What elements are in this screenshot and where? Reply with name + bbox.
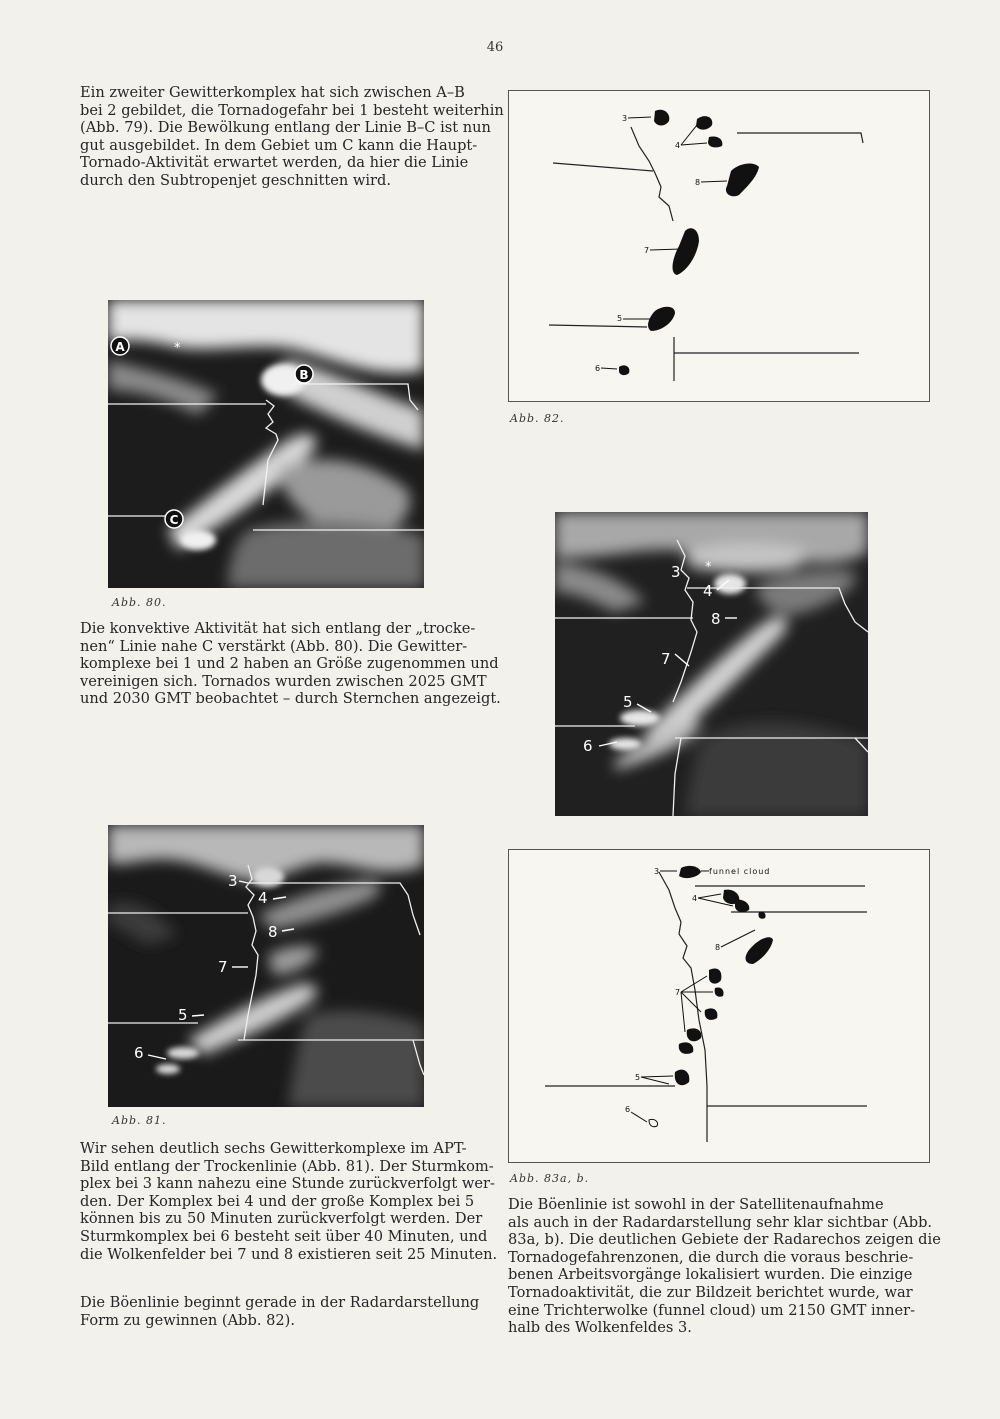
label-7: 7 (661, 650, 671, 668)
text-line: benen Arbeitsvorgänge lokalisiert wurden. Die einzige (508, 1266, 913, 1284)
paragraph-5 (508, 1196, 941, 1337)
label-C-text: C (169, 513, 179, 527)
text-line: Die konvektive Aktivität hat sich entlang der „trocke- (80, 620, 476, 637)
satellite-image-abb81-drawing (108, 825, 424, 1107)
satellite-image-abb81 (108, 825, 424, 1107)
label-7: 7 (644, 246, 650, 255)
radar-diagram-abb83b-drawing (509, 850, 929, 1162)
label-A (111, 337, 129, 355)
text-line: Wir sehen deutlich sechs Gewitterkomplexe im APT- (80, 1140, 467, 1157)
label-5: 5 (623, 693, 633, 711)
label-6: 6 (134, 1044, 144, 1062)
tornado-star: * (705, 560, 712, 575)
label-3: 3 (228, 872, 238, 890)
label-8: 8 (711, 610, 721, 628)
caption-abb80: Abb. 80. (112, 596, 167, 609)
text-line: vereinigen sich. Tornados wurden zwischen 2025 GMT (80, 672, 487, 690)
radar-diagram-abb82 (508, 90, 930, 402)
text-line: Ein zweiter Gewitterkomplex hat sich zwischen A–B (80, 84, 465, 101)
text-line: Tornadogefahrenzonen, die durch die voraus beschrie- (508, 1248, 914, 1266)
text-line: komplexe bei 1 und 2 haben an Größe zugenommen und (80, 655, 499, 673)
caption-abb81: Abb. 81. (112, 1114, 167, 1127)
text-line: Tornadoaktivität, die zur Bildzeit berichtet wurde, war (508, 1283, 913, 1301)
text-line: gut ausgebildet. In dem Gebiet um C kann die Haupt- (80, 136, 478, 154)
text-line: eine Trichterwolke (funnel cloud) um 2150 GMT inner- (508, 1301, 916, 1319)
paragraph-3 (80, 1140, 498, 1263)
text-line: Bild entlang der Trockenlinie (Abb. 81). Der Sturmkom- (80, 1157, 494, 1175)
paragraph-4 (80, 1294, 485, 1329)
text-line: Form zu gewinnen (Abb. 82). (80, 1311, 296, 1329)
text-line: die Wolkenfelder bei 7 und 8 existieren seit 25 Minuten. (80, 1245, 498, 1263)
paragraph-1 (80, 84, 504, 190)
label-8: 8 (715, 943, 721, 952)
text-line: Die Böenlinie beginnt gerade in der Radardarstellung (80, 1294, 480, 1311)
text-line: 83a, b). Die deutlichen Gebiete der Radarechos zeigen die (508, 1231, 941, 1249)
text-line: durch den Subtropenjet geschnitten wird. (80, 171, 391, 189)
label-B-text: B (299, 368, 309, 382)
satellite-image-abb80 (108, 300, 424, 588)
boundary-lines (545, 872, 867, 1142)
label-4: 4 (703, 582, 713, 600)
text-line: plex bei 3 kann nahezu eine Stunde zurückverfolgt wer- (80, 1175, 495, 1193)
text-line: als auch in der Radardarstellung sehr klar sichtbar (Abb. (508, 1213, 933, 1231)
text-line: (Abb. 79). Die Bewölkung entlang der Linie B–C ist nun (80, 119, 491, 137)
radar-echoes (619, 110, 759, 375)
label-3: 3 (654, 867, 660, 876)
label-6: 6 (583, 737, 593, 755)
text-line: können bis zu 50 Minuten zurückverfolgt werden. Der (80, 1210, 483, 1228)
caption-abb82: Abb. 82. (510, 412, 565, 425)
text-line: halb des Wolkenfeldes 3. (508, 1319, 692, 1337)
label-4: 4 (692, 894, 698, 903)
label-7: 7 (675, 988, 681, 997)
label-4: 4 (258, 889, 268, 907)
boundary-lines (549, 127, 863, 381)
radar-diagram-abb83b (508, 849, 930, 1163)
text-line: Sturmkomplex bei 6 besteht seit über 40 Minuten, und (80, 1227, 488, 1245)
text-line: den. Der Komplex bei 4 und der große Komplex bei 5 (80, 1192, 475, 1210)
tornado-star: * (174, 341, 181, 356)
funnel-cloud-label: funnel cloud (709, 867, 771, 876)
label-B (295, 365, 313, 383)
label-5: 5 (617, 314, 623, 323)
label-7: 7 (218, 958, 228, 976)
satellite-image-abb80-drawing (108, 300, 424, 588)
label-6: 6 (625, 1105, 631, 1114)
label-arrows (601, 117, 727, 369)
label-5: 5 (178, 1006, 188, 1024)
paragraph-2 (80, 620, 501, 708)
label-C (165, 510, 183, 528)
satellite-image-abb83a-drawing (555, 512, 868, 816)
label-3: 3 (671, 563, 681, 581)
label-5: 5 (635, 1073, 641, 1082)
label-A-text: A (115, 340, 125, 354)
caption-abb83: Abb. 83a, b. (510, 1172, 590, 1185)
page-number: 46 (486, 40, 504, 55)
text-line: bei 2 gebildet, die Tornadogefahr bei 1 besteht weiterhin (80, 101, 504, 119)
text-line: und 2030 GMT beobachtet – durch Sternchen angezeigt. (80, 690, 501, 708)
text-line: Die Böenlinie ist sowohl in der Satellitenaufnahme (508, 1196, 884, 1213)
label-4: 4 (675, 141, 681, 150)
label-8: 8 (268, 923, 278, 941)
radar-diagram-abb82-drawing (509, 91, 929, 401)
radar-echoes (649, 866, 773, 1127)
label-6: 6 (595, 364, 601, 373)
text-line: Tornado-Aktivität erwartet werden, da hier die Linie (80, 154, 469, 172)
label-8: 8 (695, 178, 701, 187)
label-3: 3 (622, 114, 628, 123)
satellite-image-abb83a (555, 512, 868, 816)
text-line: nen“ Linie nahe C verstärkt (Abb. 80). Die Gewitter- (80, 637, 468, 655)
